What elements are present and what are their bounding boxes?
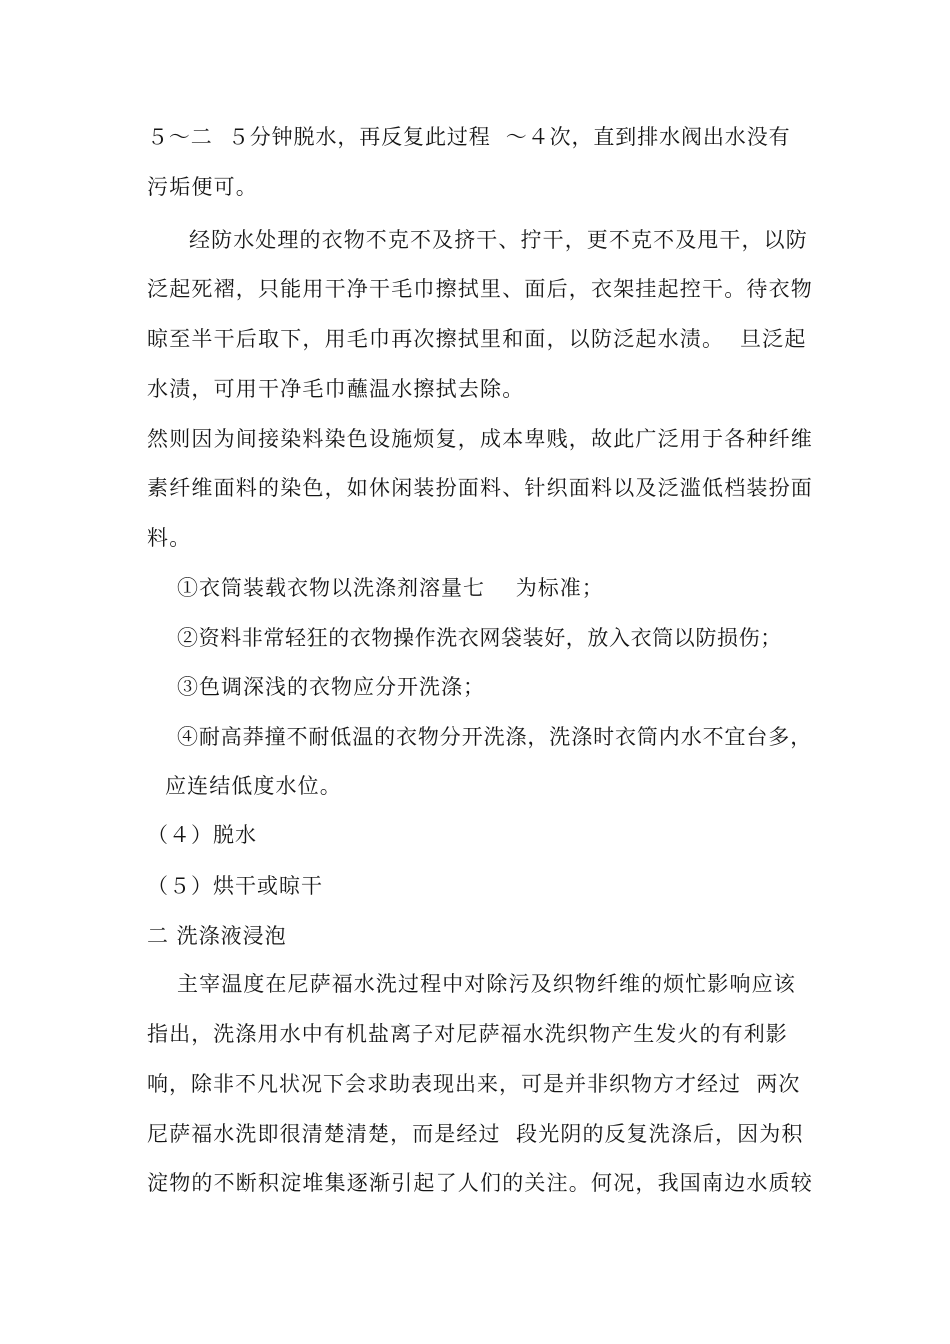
list-item-4-continued: 应连结低度水位。 [165,774,342,798]
text-line-9: 料。 [147,526,192,550]
section-heading-2: 二 洗涤液浸泡 [147,924,287,948]
text-line-2: 污垢便可。 [147,175,258,199]
text-line-12: 响，除非不凡状况下会求助表现出来，可是并非织物方才经过 两次 [147,1072,801,1096]
text-line-5: 晾至半干后取下，用毛巾再次擦拭里和面，以防泛起水渍。 旦泛起 [147,327,807,351]
text-line-8: 素纤维面料的染色，如休闲装扮面料、针织面料以及泛滥低档装扮面 [147,476,813,500]
text-line-14: 淀物的不断积淀堆集逐渐引起了人们的关注。何况，我国南边水质较 [147,1171,813,1195]
list-item-4: ④耐高莽撞不耐低温的衣物分开洗涤，洗涤时衣筒内水不宜台多， [177,725,813,749]
list-item-1: ①衣筒装载衣物以洗涤剂溶量七 为标准； [177,576,604,600]
section-heading-4: （４）脱水 [147,823,257,847]
text-line-11: 指出，洗涤用水中有机盐离子对尼萨福水洗织物产生发火的有利影 [147,1022,788,1046]
section-heading-5: （５）烘干或晾干 [147,874,323,898]
text-line-13: 尼萨福水洗即很清楚清楚，而是经过 段光阴的反复洗涤后，因为积 [147,1122,804,1146]
list-item-2: ②资料非常轻狂的衣物操作洗衣网袋装好，放入衣筒以防损伤； [177,626,782,650]
text-line-1: ５～二 ５分钟脱水，再反复此过程 ～４次，直到排水阀出水没有 [147,125,791,149]
list-item-3: ③色调深浅的衣物应分开洗涤； [177,675,485,699]
text-line-6: 水渍，可用干净毛巾蘸温水擦拭去除。 [147,377,525,401]
text-line-3: 经防水处理的衣物不克不及挤干、拧干，更不克不及甩干，以防 [189,228,808,252]
text-line-4: 泛起死褶，只能用干净干毛巾擦拭里、面后，衣架挂起控干。待衣物 [147,277,813,301]
text-line-10: 主宰温度在尼萨福水洗过程中对除污及织物纤维的烦忙影响应该 [177,972,796,996]
text-line-7: 然则因为间接染料染色设施烦复，成本卑贱，故此广泛用于各种纤维 [147,427,813,451]
